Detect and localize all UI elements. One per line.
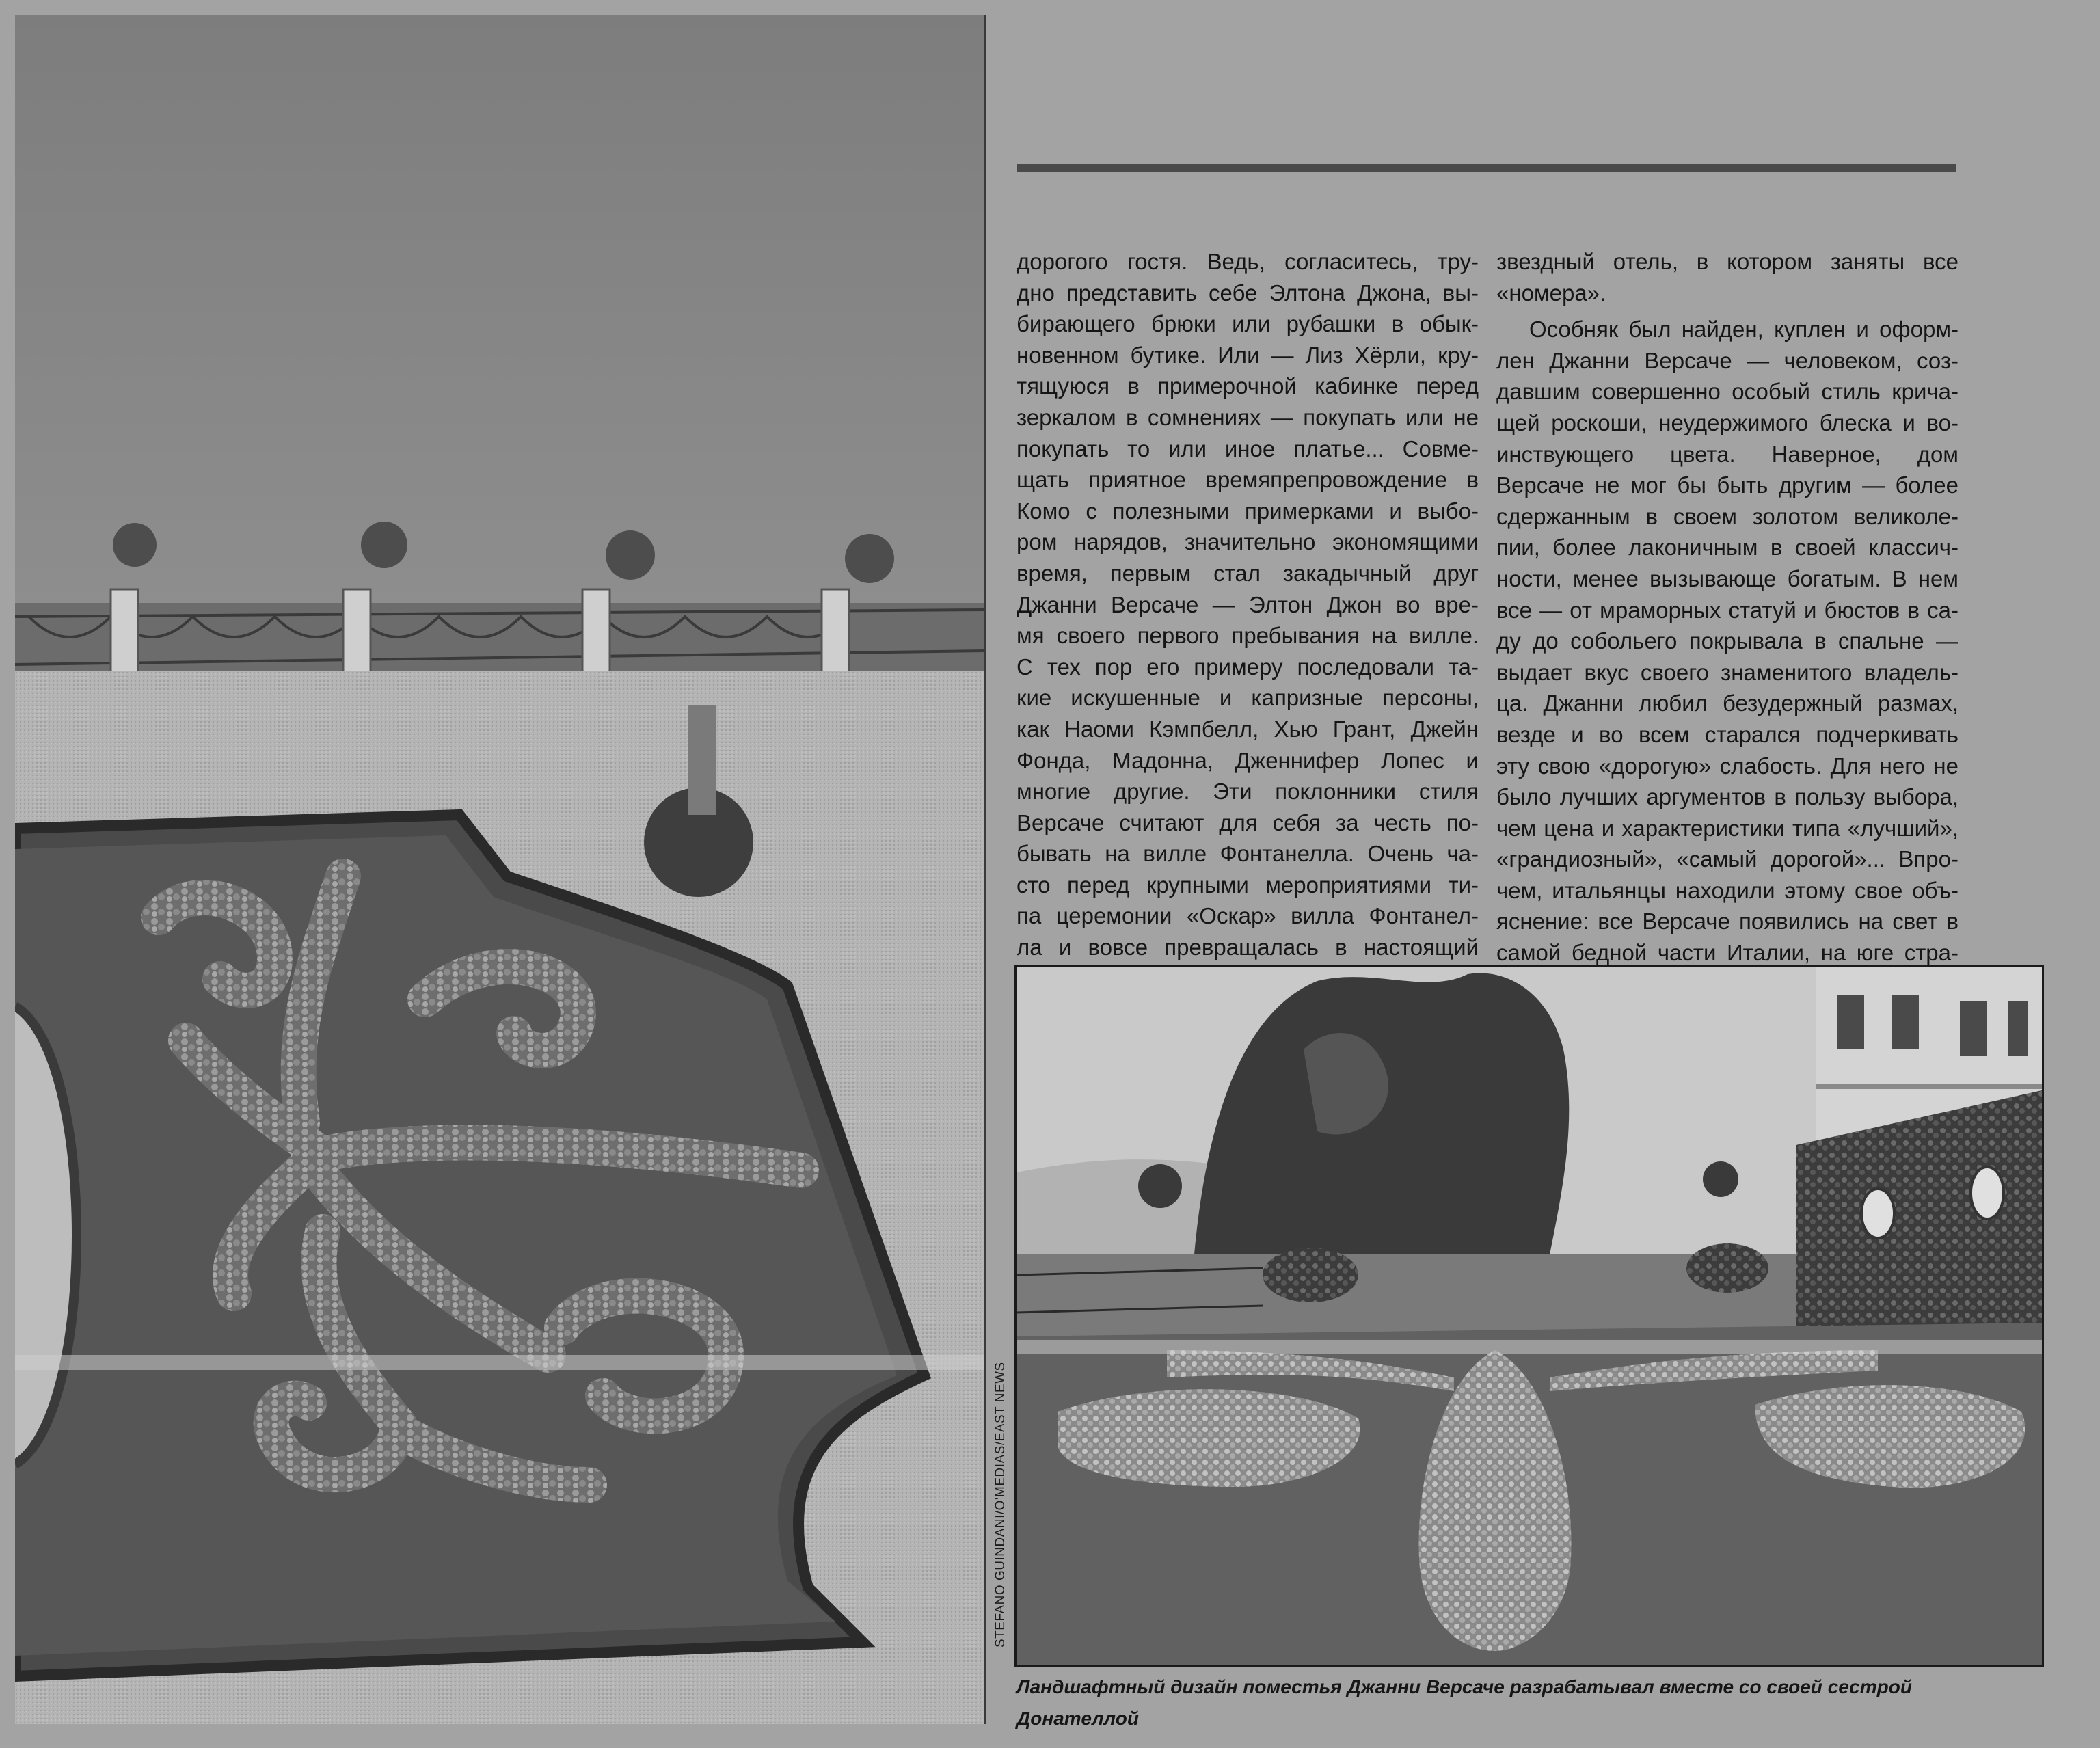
text-line: новенном бутике. Или — Лиз Хёрли, кру- bbox=[1017, 342, 1479, 368]
text-line: давшим совершенно особый стиль крича- bbox=[1496, 379, 1958, 405]
text-line: кие искушенные и капризные персоны, bbox=[1017, 685, 1479, 711]
text-line: ду до собольего покрывала в спальне — bbox=[1496, 628, 1958, 654]
text-line: Версаче не мог бы быть другим — более bbox=[1496, 472, 1958, 498]
text-line: было лучших аргументов в пользу выбора, bbox=[1496, 784, 1958, 810]
text-line: щей роскоши, неудержимого блеска и во- bbox=[1496, 409, 1958, 435]
text-line: щать приятное времяпрепровождение в bbox=[1017, 467, 1479, 493]
text-line: дорогого гостя. Ведь, согласитесь, тру- bbox=[1017, 249, 1479, 274]
top-rule bbox=[1017, 164, 1956, 172]
paragraph bbox=[1017, 246, 1479, 963]
text-line: все — от мраморных статуй и бюстов в са- bbox=[1496, 597, 1958, 623]
text-line: сдержанным в своем золотом великоле- bbox=[1496, 503, 1958, 529]
text-line: ла и вовсе превращалась в настоящий bbox=[1017, 934, 1479, 960]
text-line: звездный отель, в котором заняты все bbox=[1496, 249, 1958, 274]
text-line: яснение: все Версаче появились на свет в bbox=[1496, 909, 1958, 934]
text-line: «номера». bbox=[1496, 280, 1606, 306]
text-line: везде и во всем старался подчеркивать bbox=[1496, 721, 1958, 747]
text-line: инствующего цвета. Наверное, дом bbox=[1496, 441, 1958, 467]
text-line: ности, менее вызывающе богатым. В нем bbox=[1496, 565, 1958, 591]
text-line: дно представить себе Элтона Джона, вы- bbox=[1017, 280, 1479, 306]
photo-caption bbox=[1017, 1671, 1987, 1734]
text-line: С тех пор его примеру последовали та- bbox=[1017, 654, 1479, 680]
paragraph bbox=[1496, 314, 1958, 968]
text-line: зеркалом в сомнениях — покупать или не bbox=[1017, 404, 1479, 430]
text-line: Особняк был найден, куплен и оформ- bbox=[1529, 317, 1958, 342]
text-line: Комо с полезными примерками и выбо- bbox=[1017, 498, 1479, 524]
garden-villa-illustration bbox=[1017, 967, 2042, 1665]
text-line: па церемонии «Оскар» вилла Фонтанел- bbox=[1017, 903, 1479, 929]
aerial-garden-illustration bbox=[15, 15, 984, 1724]
caption-line: Ландшафтный дизайн поместья Джанни Версаче разрабатывал вместе со своей сестрой bbox=[1017, 1676, 1912, 1697]
paragraph bbox=[1496, 246, 1958, 308]
text-line: многие другие. Эти поклонники стиля bbox=[1017, 779, 1479, 805]
text-line: бирающего брюки или рубашки в обык- bbox=[1017, 311, 1479, 337]
text-line: мя своего первого пребывания на вилле. bbox=[1017, 623, 1479, 649]
text-line: покупать то или иное платье... Совме- bbox=[1017, 435, 1479, 461]
text-line: сто перед крупными мероприятиями ти- bbox=[1017, 872, 1479, 898]
text-line: ца. Джанни любил безудержный размах, bbox=[1496, 690, 1958, 716]
column-divider bbox=[984, 15, 986, 1724]
caption-line: Донателлой bbox=[1017, 1708, 1139, 1729]
text-line: Джанни Версаче — Элтон Джон во вре- bbox=[1017, 591, 1479, 617]
text-line: «грандиозный», «самый дорогой»... Впро- bbox=[1496, 846, 1958, 872]
text-column-left bbox=[1017, 246, 1479, 963]
garden-villa-photo bbox=[1017, 967, 2042, 1665]
text-line: как Наоми Кэмпбелл, Хью Грант, Джейн bbox=[1017, 716, 1479, 742]
text-line: бывать на вилле Фонтанелла. Очень ча- bbox=[1017, 841, 1479, 867]
text-line: Фонда, Мадонна, Дженнифер Лопес и bbox=[1017, 747, 1479, 773]
text-line: эту свою «дорогую» слабость. Для него не bbox=[1496, 753, 1958, 779]
text-line: самой бедной части Италии, на юге стра- bbox=[1496, 940, 1958, 966]
text-line: тящуюся в примерочной кабинке перед bbox=[1017, 373, 1479, 399]
text-line: чем, итальянцы находили этому свое объ- bbox=[1496, 877, 1958, 903]
text-line: лен Джанни Версаче — человеком, соз- bbox=[1496, 347, 1958, 373]
text-line: Версаче считают для себя за честь по- bbox=[1017, 809, 1479, 835]
text-line: ром нарядов, значительно экономящими bbox=[1017, 529, 1479, 555]
text-line: пии, более лаконичным в своей классич- bbox=[1496, 535, 1958, 561]
text-line: время, первым стал закадычный друг bbox=[1017, 560, 1479, 586]
text-line: чем цена и характеристики типа «лучший», bbox=[1496, 815, 1958, 841]
text-column-right bbox=[1496, 246, 1958, 969]
aerial-garden-photo bbox=[15, 15, 984, 1724]
text-line: выдает вкус своего знаменитого владель- bbox=[1496, 659, 1958, 685]
photo-credit: STEFANO GUINDANI/O'MEDIAS/EAST NEWS bbox=[993, 1362, 1008, 1648]
